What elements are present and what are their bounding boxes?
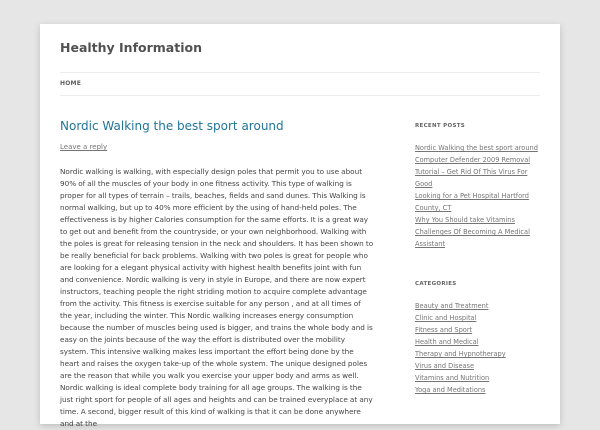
- recent-post-link[interactable]: Nordic Walking the best sport around: [415, 144, 538, 152]
- category-link[interactable]: Virus and Disease: [415, 362, 475, 370]
- category-item: [415, 384, 540, 396]
- category-link[interactable]: Fitness and Sport: [415, 326, 473, 334]
- post-body: Nordic walking is walking, with especially design poles that permit you to use about 90% of all the muscles of your body in one fitness activity. This type of walking is proper for all types of terrain – trails, beaches, fields and sand dunes. This Walking is normal walking, but up to 40% more efficient by the using of hand-held poles. The effectiveness is by higher Calories consumption for the same efforts. It is a great way to get out and benefit from the countryside, or your own neighborhood. Walking with the poles is great for releasing tension in the neck and shoulders. It has been shown to be really beneficial for back problems. Walking with two poles is great for people who are looking for a elegant physical activity with highest health benefits joint with fun and convenience. Nordic walking is very in style in Europe, and there are now expert instructors, teaching people the right striding motion to acquire complete advantage from the activity. This fitness is exercise suitable for any person , and at all times of the year, including the winter. This Nordic walking increases energy consumption because the number of muscles being used is bigger, and trains the whole body and is easy on the joints because of the way the effort is distributed over the mobility system. This intensive walking makes less important the effort being done by the heart and raises the oxygen take-up of the whole system. The unique designed poles are the reason that while you walk you exercise your upper body and arms as well. Nordic walking is ideal complete body training for all age groups. The walking is the just right sport for people of all ages and heights and can be trained everyplace at any time. A second, bigger result of this kind of walking is that it can be done anywhere and at the: [60, 167, 374, 428]
- categories-list: [415, 300, 540, 396]
- recent-posts-heading: RECENT POSTS: [415, 123, 466, 129]
- main-content: [60, 118, 374, 430]
- recent-post-link[interactable]: Computer Defender 2009 Removal Tutorial – Get Rid Of This Virus For Good: [415, 156, 531, 188]
- recent-post-item: [415, 190, 540, 214]
- category-link[interactable]: Health and Medical: [415, 338, 479, 346]
- post-title[interactable]: Nordic Walking the best sport around: [60, 119, 284, 133]
- categories-heading: CATEGORIES: [415, 281, 457, 287]
- leave-reply-link[interactable]: Leave a reply: [60, 143, 108, 151]
- category-link[interactable]: Vitamins and Nutrition: [415, 374, 490, 382]
- categories-widget: [415, 280, 540, 396]
- nav-item-home[interactable]: HOME: [60, 80, 81, 87]
- category-item: [415, 336, 540, 348]
- category-item: [415, 324, 540, 336]
- category-item: [415, 312, 540, 324]
- post-article: [60, 118, 374, 430]
- category-link[interactable]: Therapy and Hypnotherapy: [415, 350, 506, 358]
- recent-post-link[interactable]: Challenges Of Becoming A Medical Assistant: [415, 228, 530, 248]
- recent-post-link[interactable]: Looking for a Pet Hospital Hartford County, CT: [415, 192, 529, 212]
- category-link[interactable]: Clinic and Hospital: [415, 314, 477, 322]
- recent-post-item: [415, 142, 540, 154]
- recent-posts-list: [415, 142, 540, 250]
- category-link[interactable]: Beauty and Treatment: [415, 302, 489, 310]
- sidebar: [415, 122, 540, 396]
- site-title[interactable]: Healthy Information: [60, 40, 202, 55]
- category-item: [415, 300, 540, 312]
- category-link[interactable]: Yoga and Meditations: [415, 386, 486, 394]
- category-item: [415, 360, 540, 372]
- recent-post-link[interactable]: Why You Should take Vitamins: [415, 216, 515, 224]
- recent-posts-widget: [415, 122, 540, 250]
- recent-post-item: [415, 214, 540, 226]
- recent-post-item: [415, 226, 540, 250]
- recent-post-item: [415, 154, 540, 190]
- page-container: [40, 24, 560, 428]
- category-item: [415, 372, 540, 384]
- category-item: [415, 348, 540, 360]
- main-navigation: [60, 72, 540, 96]
